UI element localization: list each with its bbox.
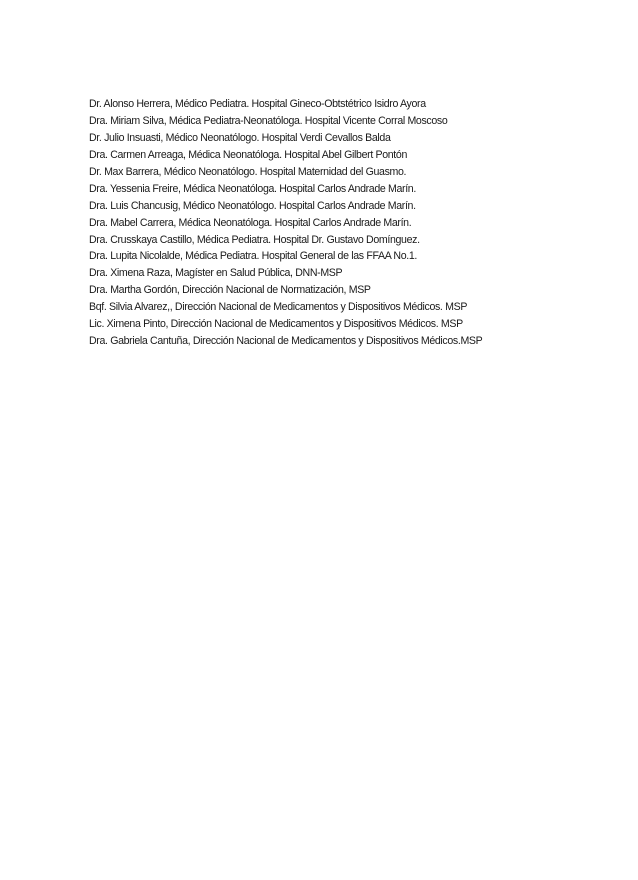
- contributor-line: Dra. Yessenia Freire, Médica Neonatóloga. Hospital Carlos Andrade Marín.: [89, 182, 416, 195]
- contributor-line: Dr. Max Barrera, Médico Neonatólogo. Hospital Maternidad del Guasmo.: [89, 165, 407, 178]
- contributor-line: Dra. Ximena Raza, Magíster en Salud Pública, DNN-MSP: [89, 267, 343, 280]
- contributor-line: Lic. Ximena Pinto, Dirección Nacional de Medicamentos y Dispositivos Médicos. MSP: [89, 318, 463, 331]
- contributor-line: Dra. Luis Chancusig, Médico Neonatólogo. Hospital Carlos Andrade Marín.: [89, 199, 416, 212]
- contributor-line: Dra. Crusskaya Castillo, Médica Pediatra. Hospital Dr. Gustavo Domínguez.: [89, 233, 420, 246]
- contributor-line: Dra. Miriam Silva, Médica Pediatra-Neonatóloga. Hospital Vicente Corral Moscoso: [89, 114, 448, 127]
- contributor-line: Dra. Lupita Nicolalde, Médica Pediatra. Hospital General de las FFAA No.1.: [89, 250, 417, 263]
- contributor-line: Dra. Gabriela Cantuña, Dirección Nacional de Medicamentos y Dispositivos Médicos.MSP: [89, 335, 483, 348]
- contributor-line: Dra. Carmen Arreaga, Médica Neonatóloga. Hospital Abel Gilbert Pontón: [89, 148, 407, 161]
- contributor-line: Dra. Mabel Carrera, Médica Neonatóloga. Hospital Carlos Andrade Marín.: [89, 216, 412, 229]
- contributor-line: Dr. Alonso Herrera, Médico Pediatra. Hospital Gineco-Obtstétrico Isidro Ayora: [89, 98, 426, 110]
- contributor-line: Bqf. Silvia Alvarez,, Dirección Nacional de Medicamentos y Dispositivos Médicos. MSP: [89, 301, 468, 314]
- contributors-list: [89, 96, 619, 350]
- contributor-line: Dra. Martha Gordón, Dirección Nacional de Normatización, MSP: [89, 284, 371, 297]
- contributor-line: Dr. Julio Insuasti, Médico Neonatólogo. Hospital Verdi Cevallos Balda: [89, 131, 391, 144]
